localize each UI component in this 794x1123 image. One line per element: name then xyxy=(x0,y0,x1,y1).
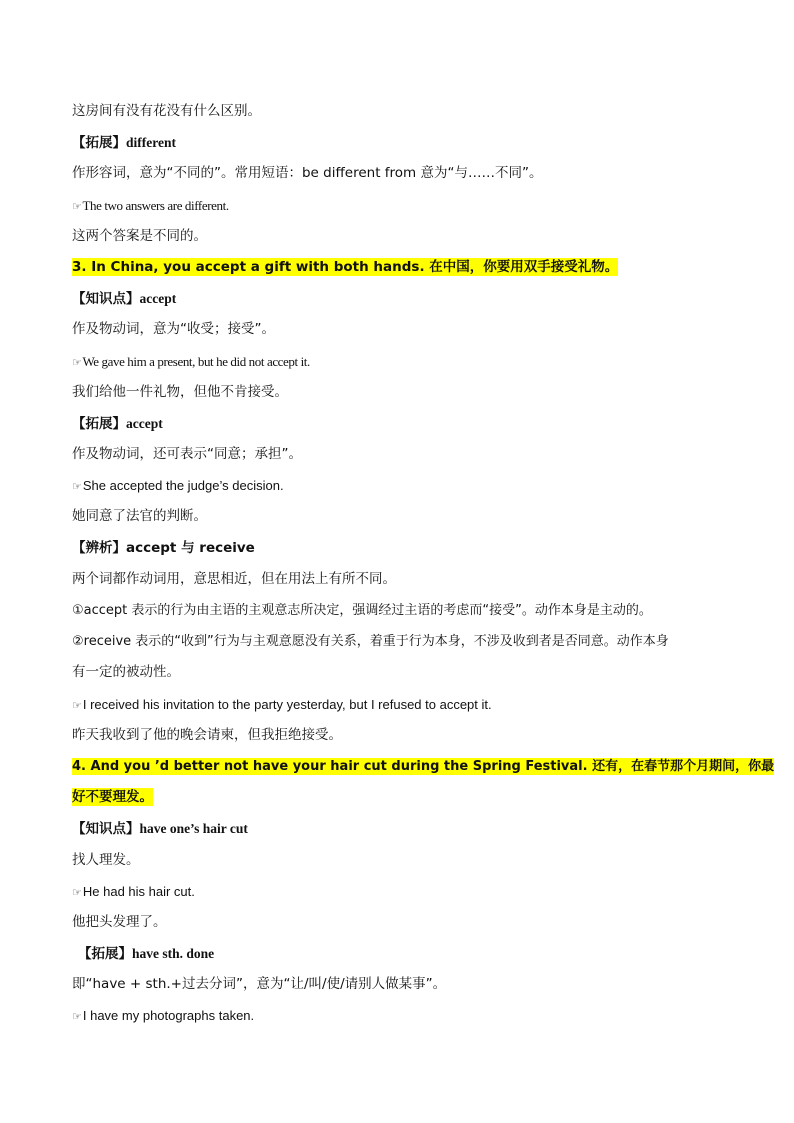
explanation-text: ①accept 表示的行为由主语的主观意志所决定，强调经过主语的考虑而“接受”。动作本身是主动的。 xyxy=(72,603,652,618)
section-heading-expand xyxy=(72,127,732,158)
heading-label: 【知识点】 xyxy=(72,821,140,838)
translation-line xyxy=(72,720,732,751)
explanation-text: 有一定的被动性。 xyxy=(72,664,180,681)
explanation-line xyxy=(72,314,732,345)
example-sentence xyxy=(72,190,732,221)
explanation-text: 找人理发。 xyxy=(72,851,140,868)
explanation-text: 即“have + sth.+过去分词”，意为“让/叫/使/请别人做某事”。 xyxy=(72,976,447,993)
explanation-line xyxy=(72,595,732,626)
document-page xyxy=(72,96,775,1032)
translation-text: 这两个答案是不同的。 xyxy=(72,227,207,244)
explanation-text: 两个词都作动词用，意思相近，但在用法上有所不同。 xyxy=(72,570,396,587)
example-text: I have my photographs taken. xyxy=(82,1008,255,1024)
explanation-text: 作及物动词，还可表示“同意；承担”。 xyxy=(72,446,302,463)
section-heading-expand xyxy=(72,938,732,969)
explanation-text: ②receive 表示的“收到”行为与主观意愿没有关系，着重于行为本身，不涉及收到者是否同意。动作本身 xyxy=(72,634,669,650)
explanation-text: 作形容词，意为“不同的”。常用短语：be different from 意为“与……不同”。 xyxy=(72,165,543,182)
key-sentence-3 xyxy=(72,252,732,283)
translation-text: 我们给他一件礼物，但他不肯接受。 xyxy=(72,383,288,400)
heading-word: have one’s hair cut xyxy=(139,821,248,837)
example-sentence xyxy=(72,346,732,377)
explanation-line xyxy=(72,439,732,470)
text-line xyxy=(72,96,732,127)
heading-word: accept xyxy=(139,291,177,307)
example-text: I received his invitation to the party yesterday, but I refused to accept it. xyxy=(82,696,492,712)
section-heading-expand xyxy=(72,408,732,439)
explanation-text: 作及物动词，意为“收受；接受”。 xyxy=(72,321,275,338)
section-heading-knowledge xyxy=(72,813,732,844)
example-sentence xyxy=(72,876,732,907)
heading-label: 【拓展】 xyxy=(78,946,132,963)
pointing-hand-icon: ☞ xyxy=(72,200,82,213)
translation-text: 她同意了法官的判断。 xyxy=(72,508,207,525)
heading-word: have sth. done xyxy=(132,946,215,962)
pointing-hand-icon: ☞ xyxy=(72,699,82,712)
explanation-line xyxy=(72,969,732,1000)
explanation-line xyxy=(72,158,732,189)
explanation-line xyxy=(72,626,732,657)
heading-word: different xyxy=(126,135,176,151)
example-sentence xyxy=(72,470,732,501)
translation-text: 他把头发理了。 xyxy=(72,913,167,930)
highlighted-sentence: 4. And you ’d better not have your hair cut during the Spring Festival. 还有，在春节那个月期间，你最 xyxy=(72,758,775,774)
heading-word: accept xyxy=(126,415,163,431)
key-sentence-4-continued xyxy=(72,782,732,813)
translation-line xyxy=(72,501,732,532)
pointing-hand-icon: ☞ xyxy=(72,1011,82,1024)
example-text: We gave him a present, but he did not accept it. xyxy=(82,353,310,369)
key-sentence-4 xyxy=(72,751,775,782)
heading-label: 【拓展】 xyxy=(72,135,126,152)
translation-line xyxy=(72,221,732,252)
section-heading-analysis xyxy=(72,533,732,564)
translation-line xyxy=(72,377,732,408)
example-sentence xyxy=(72,689,732,720)
explanation-line xyxy=(72,564,732,595)
example-sentence xyxy=(72,1000,732,1031)
example-text: The two answers are different. xyxy=(82,197,229,213)
heading-label: 【拓展】 xyxy=(72,415,126,432)
highlighted-sentence: 3. In China, you accept a gift with both hands. 在中国，你要用双手接受礼物。 xyxy=(72,258,619,275)
translation-text: 昨天我收到了他的晚会请柬，但我拒绝接受。 xyxy=(72,726,342,743)
example-text: She accepted the judge’s decision. xyxy=(82,478,284,494)
translation-line xyxy=(72,907,732,938)
highlighted-sentence: 好不要理发。 xyxy=(72,789,153,806)
explanation-line xyxy=(72,845,732,876)
pointing-hand-icon: ☞ xyxy=(72,481,82,494)
example-text: He had his hair cut. xyxy=(82,883,195,899)
heading-label: 【辨析】 xyxy=(72,539,126,556)
pointing-hand-icon: ☞ xyxy=(72,886,82,899)
heading-word: accept 与 receive xyxy=(126,539,255,556)
explanation-line xyxy=(72,657,732,688)
chinese-sentence: 这房间有没有花没有什么区别。 xyxy=(72,103,261,119)
pointing-hand-icon: ☞ xyxy=(72,356,82,369)
section-heading-knowledge xyxy=(72,283,732,314)
heading-label: 【知识点】 xyxy=(72,291,140,308)
